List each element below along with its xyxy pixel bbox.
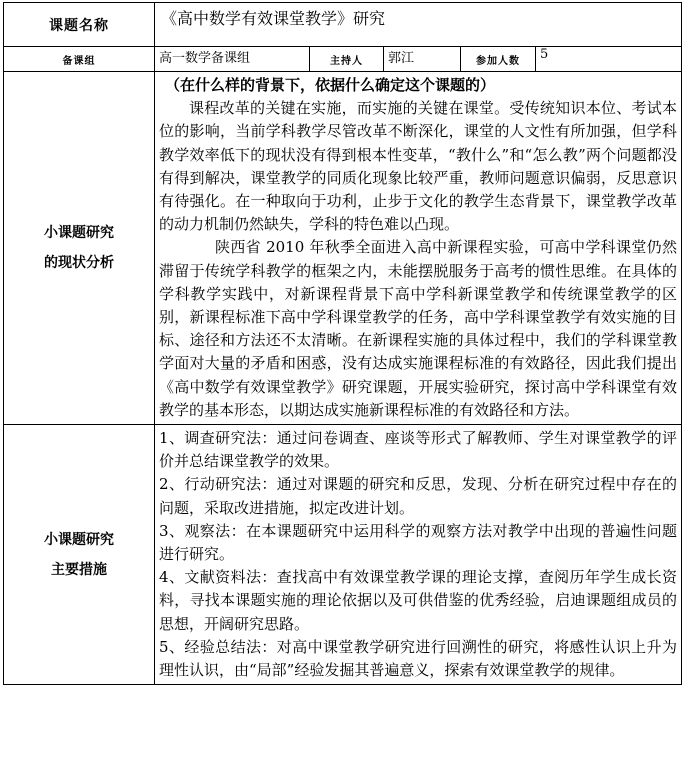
status-paragraph-2: 陕西省 2010 年秋季全面进入高中新课程实验，可高中学科课堂仍然滞留于传统学科教学的框架之内，未能摆脱服务于高考的惯性思维。在具体的学科教学实践中，对新课程背景下高中学科新课堂教学和传统课堂教学的区别，新课程标准下高中学科课堂教学的任务，高中学科课堂教学有效实施的目标、途径和方法还不太清晰。在新课程实施的具体过程中，我们的学科课堂教学面对大量的矛盾和困惑，没有达成实施课程标准的有效路径，因此我们提出《高中数学有效课堂教学》研究课题，开展实验研究，探讨高中学科课堂有效教学的基本形态，以期达成实施新课程标准的有效路径和方法。 (159, 238, 677, 419)
title-value: 《高中数学有效课堂教学》研究 (155, 3, 682, 47)
status-question: （在什么样的背景下，依据什么确定这个课题的） (165, 76, 496, 94)
title-label: 课题名称 (4, 3, 155, 47)
measure-item: 3、观察法：在本课题研究中运用科学的观察方法对教学中出现的普遍性问题进行研究。 (159, 521, 677, 564)
measures-label-line2: 主要措施 (51, 561, 107, 578)
status-row (4, 72, 682, 425)
measures-label-line1: 小课题研究 (44, 531, 114, 548)
measures-label (4, 425, 155, 685)
status-label (4, 72, 155, 425)
group-value: 高一数学备课组 (155, 47, 310, 72)
measures-row (4, 425, 682, 685)
group-label: 备课组 (4, 47, 155, 72)
status-label-line2: 的现状分析 (44, 255, 114, 272)
measure-item: 5、经验总结法：对高中课堂教学研究进行回溯性的研究，将感性认识上升为理性认识，由“局部”经验发掘其普遍意义，探索有效课堂教学的规律。 (159, 637, 677, 680)
research-form-table (3, 2, 682, 685)
host-value: 郭江 (384, 47, 461, 72)
host-label: 主持人 (310, 47, 384, 72)
title-row (4, 3, 682, 47)
members-label: 参加人数 (461, 47, 536, 72)
status-paragraph-1: 课程改革的关键在实施，而实施的关键在课堂。受传统知识本位、考试本位的影响，当前学科教学尽管改革不断深化，课堂的人文性有所加强，但学科教学效率低下的现状没有得到根本性变革，“教什么”和“怎么教”两个问题都没有得到解决，课堂教学的同质化现象比较严重，教师问题意识偏弱，反思意识有待强化。在一种取向于功利，止步于文化的教学生态背景下，课堂教学改革的动力机制仍然缺失，学科的特色难以凸现。 (159, 99, 677, 234)
status-content (155, 72, 682, 425)
measures-content (155, 425, 682, 685)
measure-item: 1、调查研究法：通过问卷调查、座谈等形式了解教师、学生对课堂教学的评价并总结课堂教学的效果。 (159, 429, 677, 471)
members-value: 5 (536, 47, 682, 72)
info-row (4, 47, 682, 72)
measure-item: 4、文献资料法：查找高中有效课堂教学课的理论支撑，查阅历年学生成长资料，寻找本课题实施的理论依据以及可供借鉴的优秀经验，启迪课题组成员的思想，开阔研究思路。 (159, 568, 677, 633)
status-label-line1: 小课题研究 (44, 225, 114, 242)
measure-item: 2、行动研究法：通过对课题的研究和反思，发现、分析在研究过程中存在的问题，采取改进措施，拟定改进计划。 (159, 475, 677, 517)
